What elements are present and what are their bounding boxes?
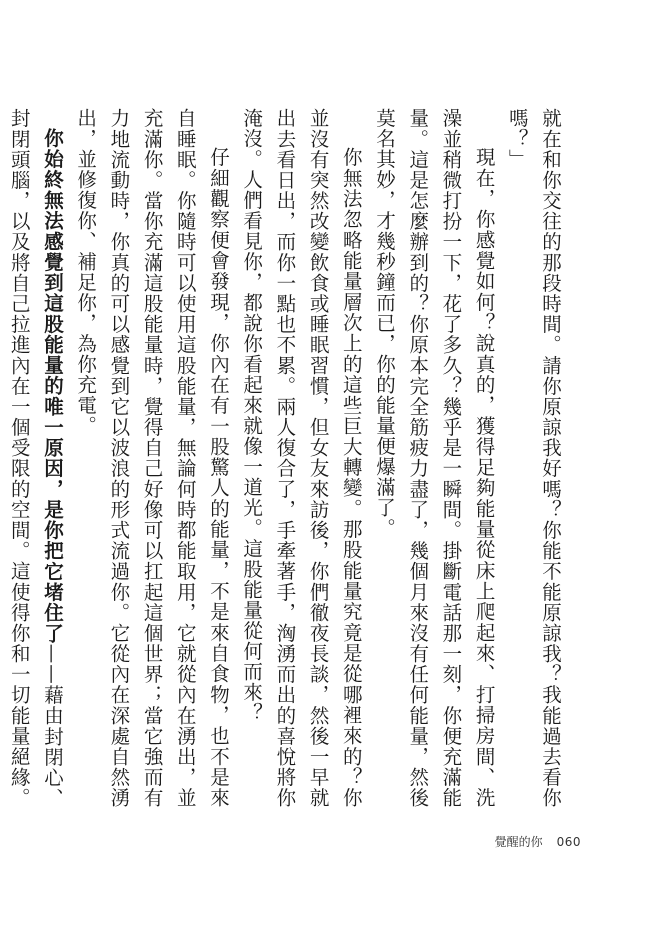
paragraph-5-rest: ——藉由封閉心、封閉頭腦，以及將自己拉進內在一個受限的空間。這使得你和一切能量絕緣。 bbox=[7, 108, 64, 809]
running-title: 覺醒的你 bbox=[494, 835, 543, 849]
emphasized-sentence: 你始終無法感覺到這股能量的唯一原因，是你把它堵住了 bbox=[40, 127, 64, 644]
page-number: 060 bbox=[556, 834, 581, 849]
paragraph-2: 現在，你感覺如何？說真的，獲得足夠能量從床上爬起來、打掃房間、洗澡並稍微打扮一下，花了多久？幾乎是一瞬間。掛斷電話那一刻，你便充滿能量。這是怎麼辦到的？你原本完全筋疲力盡了，幾個月來沒有任何能量，然後莫名其妙，才幾秒鐘而已，你的能量便爆滿了。 bbox=[372, 108, 496, 808]
paragraph-4: 仔細觀察便會發現，你內在有一股驚人的能量，不是來自食物，也不是來自睡眠。你隨時可以使用這股能量，無論何時都能取用，它就從內在湧出，並充滿你。當你充滿這股能量時，覺得自己好像可以扛起這個世界；當它強而有力地流動時，你真的可以感覺到它以波浪的形式流過你。它從內在深處自然湧出，並修復你、補足你，為你充電。 bbox=[74, 108, 230, 808]
paragraph-3: 你無法忽略能量層次上的這些巨大轉變。那股能量究竟是從哪裡來的？你並沒有突然改變飲食或睡眠習慣，但女友來訪後，你們徹夜長談，然後一早就出去看日出，而你一點也不累。兩人復合了，手牽著手，洶湧而出的喜悅將你淹沒。人們看見你，都說你看起來就像一道光。這股能量從何而來？ bbox=[240, 108, 363, 808]
vertical-text-body bbox=[7, 108, 567, 809]
paragraph-5 bbox=[0, 108, 69, 808]
paragraph-1: 就在和你交往的那段時間。請你原諒我好嗎？你能不能原諒我？我能過去看你嗎？」 bbox=[505, 108, 562, 808]
page-footer bbox=[495, 833, 581, 850]
